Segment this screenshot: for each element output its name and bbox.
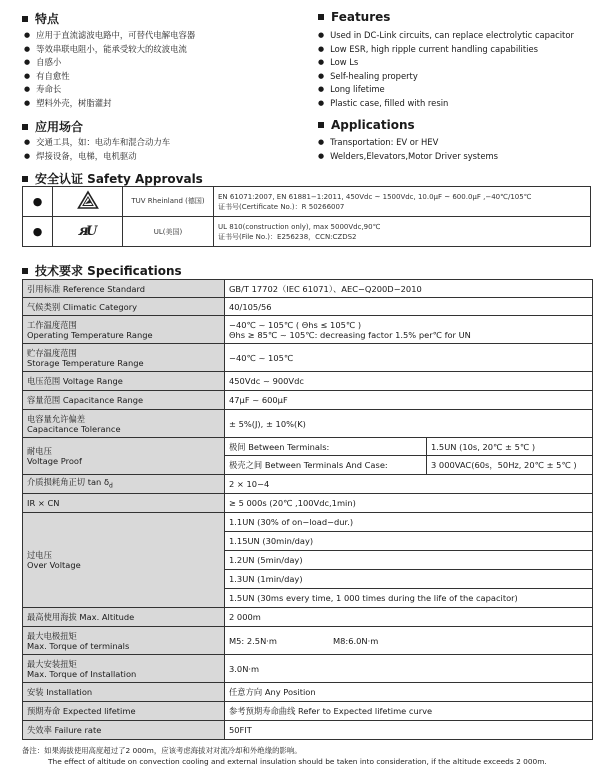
agency-ul: UL(美国): [123, 217, 214, 247]
row-value: 3.0N·m: [225, 655, 593, 683]
list-item: ● 应用于直流滤波电路中，可替代电解电容器: [24, 29, 195, 43]
row-value: 3 000VAC(60s，50Hz, 20℃ ± 5℃ ): [427, 456, 593, 475]
table-row: [23, 316, 593, 344]
bullet: ●: [23, 217, 53, 247]
row-label: 最高使用海拔 Max. Altitude: [23, 608, 225, 627]
table-row: [23, 344, 593, 372]
table-row: [23, 217, 591, 247]
row-label: 最大电极扭矩 Max. Torque of terminals: [23, 627, 225, 655]
list-item: ● 有自愈性: [24, 70, 195, 84]
row-value: 1.1UN (30% of on−load−dur.): [225, 513, 593, 532]
list-item: ● Used in DC-Link circuits, can replace electrolytic capacitor: [318, 29, 574, 43]
row-value: GB/T 17702（IEC 61071）、AEC−Q200D−2010: [225, 280, 593, 298]
table-row: [23, 187, 591, 217]
table-row: [23, 410, 593, 438]
row-value: 参考预期寿命曲线 Refer to Expected lifetime curve: [225, 702, 593, 721]
table-row: [23, 608, 593, 627]
features-en-list: [318, 29, 574, 111]
list-item: ● Welders,Elevators,Motor Driver systems: [318, 150, 498, 164]
row-label: 最大安装扭矩 Max. Torque of Installation: [23, 655, 225, 683]
list-item: ● Transportation: EV or HEV: [318, 136, 498, 150]
table-row: [23, 513, 593, 532]
row-label: 耐电压 Voltage Proof: [23, 438, 225, 475]
row-value: M5: 2.5N·m M8:6.0N·m: [225, 627, 593, 655]
table-row: [23, 494, 593, 513]
row-value: 1.5UN (10s, 20℃ ± 5℃ ): [427, 438, 593, 456]
table-row: [23, 655, 593, 683]
row-value: 2 000m: [225, 608, 593, 627]
features-en-title: Features: [318, 10, 390, 24]
note-cn: 备注：如果海拔使用高度超过了2 000m，应该考虑海拔对对流冷却和外绝缘的影响。: [22, 746, 302, 755]
features-cn-list: [24, 29, 195, 111]
row-value: −40℃ ~ 105℃ ( Θhs ≤ 105℃ ) Θhs ≥ 85℃ ~ 105℃: decreasing factor 1.5% per℃ for UN: [225, 316, 593, 344]
spec-title: 技术要求 Specifications: [22, 262, 182, 279]
list-item: ● 自感小: [24, 56, 195, 70]
svg-text:U: U: [85, 224, 97, 238]
bullet: ●: [23, 187, 53, 217]
row-label: 电压范围 Voltage Range: [23, 372, 225, 391]
row-subname: 极间 Between Terminals:: [225, 438, 427, 456]
agency-tuv: TUV Rheinland (德国): [123, 187, 214, 217]
list-item: ● 等效串联电阻小，能承受较大的纹波电流: [24, 43, 195, 57]
table-row: [23, 391, 593, 410]
row-label: IR × CN: [23, 494, 225, 513]
svg-text:ᴙ: ᴙ: [77, 223, 89, 238]
features-cn-title: 特点: [22, 10, 59, 27]
row-value: ± 5%(J), ± 10%(K): [225, 410, 593, 438]
table-row: [23, 627, 593, 655]
table-row: [23, 475, 593, 494]
row-value: 1.3UN (1min/day): [225, 570, 593, 589]
list-item: ● Plastic case, filled with resin: [318, 97, 574, 111]
list-item: ● Low ESR, high ripple current handling capabilities: [318, 43, 574, 57]
table-row: [23, 683, 593, 702]
table-row: [23, 372, 593, 391]
note-en: The effect of altitude on convection cooling and external insulation should be taken into consideration, if the altitude exceeds 2 000m.: [48, 757, 547, 766]
applications-en-title: Applications: [318, 118, 415, 132]
table-row: [23, 438, 593, 456]
row-value: 450Vdc ~ 900Vdc: [225, 372, 593, 391]
spec-table: [22, 279, 593, 740]
row-label: 电容量允许偏差 Capacitance Tolerance: [23, 410, 225, 438]
row-value: 1.2UN (5min/day): [225, 551, 593, 570]
row-label: 预期寿命 Expected lifetime: [23, 702, 225, 721]
list-item: ● Long lifetime: [318, 83, 574, 97]
table-row: [23, 721, 593, 740]
row-value: 40/105/56: [225, 298, 593, 316]
list-item: ● Self-healing property: [318, 70, 574, 84]
safety-title: 安全认证 Safety Approvals: [22, 170, 203, 187]
safety-table: [22, 186, 591, 247]
applications-cn-title: 应用场合: [22, 118, 83, 135]
row-label: 引用标准 Reference Standard: [23, 280, 225, 298]
row-value: 1.15UN (30min/day): [225, 532, 593, 551]
table-row: [23, 702, 593, 721]
ul-mark-icon: [53, 217, 123, 247]
tuv-details: EN 61071:2007, EN 61881−1:2011, 450Vdc ~ 1500Vdc, 10.0μF ~ 600.0μF ,−40℃/105℃ 证书号(Certificate No.)：R 50266007: [214, 187, 591, 217]
row-label: 失效率 Failure rate: [23, 721, 225, 740]
list-item: ● 交通工具，如：电动车和混合动力车: [24, 136, 170, 150]
list-item: ● Low Ls: [318, 56, 574, 70]
row-value: 50FIT: [225, 721, 593, 740]
row-label: 过电压 Over Voltage: [23, 513, 225, 608]
row-label: 贮存温度范围 Storage Temperature Range: [23, 344, 225, 372]
row-label: 工作温度范围 Operating Temperature Range: [23, 316, 225, 344]
applications-cn-list: [24, 136, 170, 163]
row-label: 安装 Installation: [23, 683, 225, 702]
list-item: ● 寿命长: [24, 83, 195, 97]
list-item: ● 焊接设备，电梯，电机驱动: [24, 150, 170, 164]
table-row: [23, 280, 593, 298]
row-value: −40℃ ~ 105℃: [225, 344, 593, 372]
tuv-triangle-icon: [53, 187, 123, 217]
row-value: 47μF ~ 600μF: [225, 391, 593, 410]
row-value: 任意方向 Any Position: [225, 683, 593, 702]
row-value: 1.5UN (30ms every time, 1 000 times during the life of the capacitor): [225, 589, 593, 608]
ul-details: UL 810(construction only), max 5000Vdc,90℃ 证书号(File No.)：E256238，CCN:CZDS2: [214, 217, 591, 247]
table-row: [23, 298, 593, 316]
row-subname: 极壳之间 Between Terminals And Case:: [225, 456, 427, 475]
row-label: 气候类别 Climatic Category: [23, 298, 225, 316]
row-value: 2 × 10−4: [225, 475, 593, 494]
applications-en-list: [318, 136, 498, 163]
row-value: ≥ 5 000s (20℃ ,100Vdc,1min): [225, 494, 593, 513]
row-label: 容量范围 Capacitance Range: [23, 391, 225, 410]
row-label: 介质损耗角正切 $\tan \delta_d$: [23, 475, 225, 494]
list-item: ● 塑料外壳，树脂灌封: [24, 97, 195, 111]
